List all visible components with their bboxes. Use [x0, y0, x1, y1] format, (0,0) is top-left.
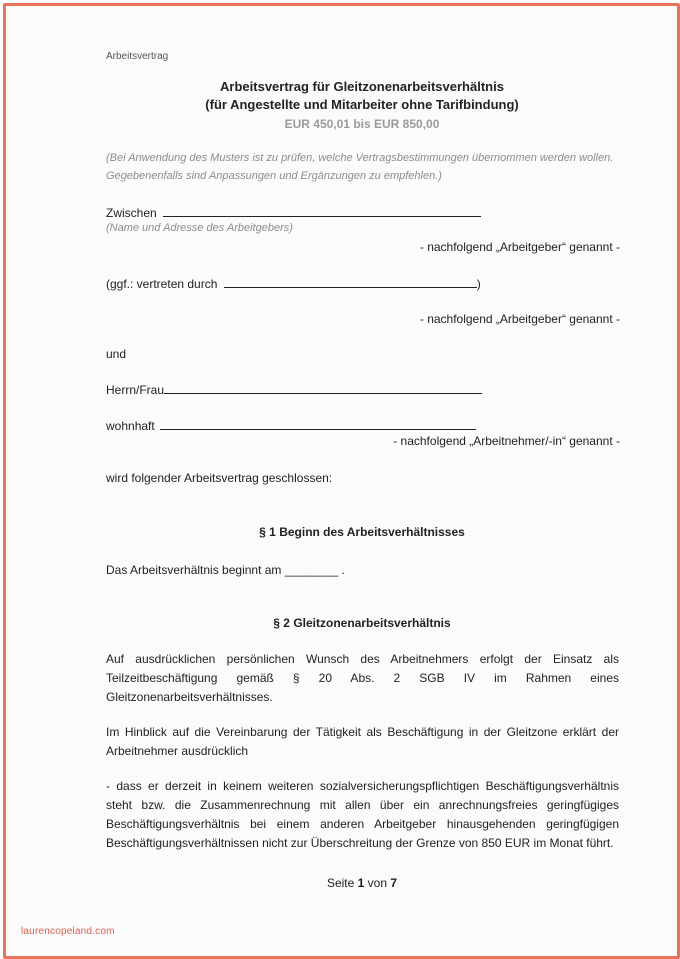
header-label: Arbeitsvertrag — [106, 51, 169, 62]
watermark: laurencopeland.com — [21, 926, 115, 937]
section1-heading: § 1 Beginn des Arbeitsverhältnisses — [259, 525, 465, 539]
employer-named: - nachfolgend „Arbeitgeber“ genannt - — [419, 240, 620, 254]
employee-name-line[interactable] — [164, 382, 482, 394]
represented-close: ) — [476, 277, 481, 291]
footer-prefix: Seite — [326, 876, 358, 890]
document-title: Arbeitsvertrag für Gleitzonenarbeitsverhältnis — [220, 79, 504, 94]
employer-name-line[interactable] — [163, 205, 481, 217]
page-footer — [0, 876, 680, 890]
contract-concluded: wird folgender Arbeitsvertrag geschlossen: — [106, 471, 333, 485]
section2-paragraph-1: Auf ausdrücklichen persönlichen Wunsch des Arbeitnehmers erfolgt der Einsatz als Teilzeitbeschäftigung gemäß § 20 Abs. 2 SGB IV im Rahmen eines Gleitzonenarbeitsverhältnisses. — [106, 652, 619, 704]
and-label: und — [106, 347, 127, 361]
footer-page-number: 1 — [357, 876, 365, 890]
represented-row — [106, 276, 481, 291]
usage-note: (Bei Anwendung des Musters ist zu prüfen, welche Vertragsbestimmungen übernommen werden wollen. Gegebenenfalls sind Anpassungen und Ergänzungen zu empfehlen.) — [106, 152, 614, 182]
employer-named-2: - nachfolgend „Arbeitgeber“ genannt - — [419, 312, 620, 326]
employer-hint: (Name und Adresse des Arbeitgebers) — [106, 222, 293, 234]
resident-row — [106, 418, 476, 433]
footer-mid: von — [364, 876, 391, 890]
resident-label: wohnhaft — [106, 419, 155, 433]
employee-named: - nachfolgend „Arbeitnehmer/-in“ genannt - — [393, 434, 620, 448]
representative-line[interactable] — [224, 276, 477, 288]
section2-paragraph-2: Im Hinblick auf die Vereinbarung der Tätigkeit als Beschäftigung in der Gleitzone erklärt der Arbeitnehmer ausdrücklich — [106, 725, 619, 758]
salary-range: EUR 450,01 bis EUR 850,00 — [284, 117, 440, 131]
section2-heading: § 2 Gleitzonenarbeitsverhältnis — [273, 616, 451, 630]
footer-total-pages: 7 — [390, 876, 398, 890]
between-label: Zwischen — [106, 206, 157, 220]
between-row — [106, 205, 481, 220]
mrmrs-label: Herrn/Frau — [106, 383, 165, 397]
resident-address-line[interactable] — [160, 418, 476, 430]
section1-text: Das Arbeitsverhältnis beginnt am ________ . — [106, 563, 345, 577]
represented-label: (ggf.: vertreten durch — [106, 277, 218, 291]
section2-paragraph-3: - dass er derzeit in keinem weiteren sozialversicherungspflichtigen Beschäftigungsverhältnis steht bzw. die Zusammenrechnung mit allen über ein anrechnungsfreies geringfügiges Beschäftigungsverhältnis bei einem anderen Arbeitgeber hinausgehenden geringfügigen Beschäftigungsverhältnissen nicht zur Überschreitung der Grenze von 850 EUR im Monat führt. — [106, 779, 619, 850]
employee-row — [106, 382, 482, 397]
document-subtitle: (für Angestellte und Mitarbeiter ohne Tarifbindung) — [205, 97, 519, 112]
